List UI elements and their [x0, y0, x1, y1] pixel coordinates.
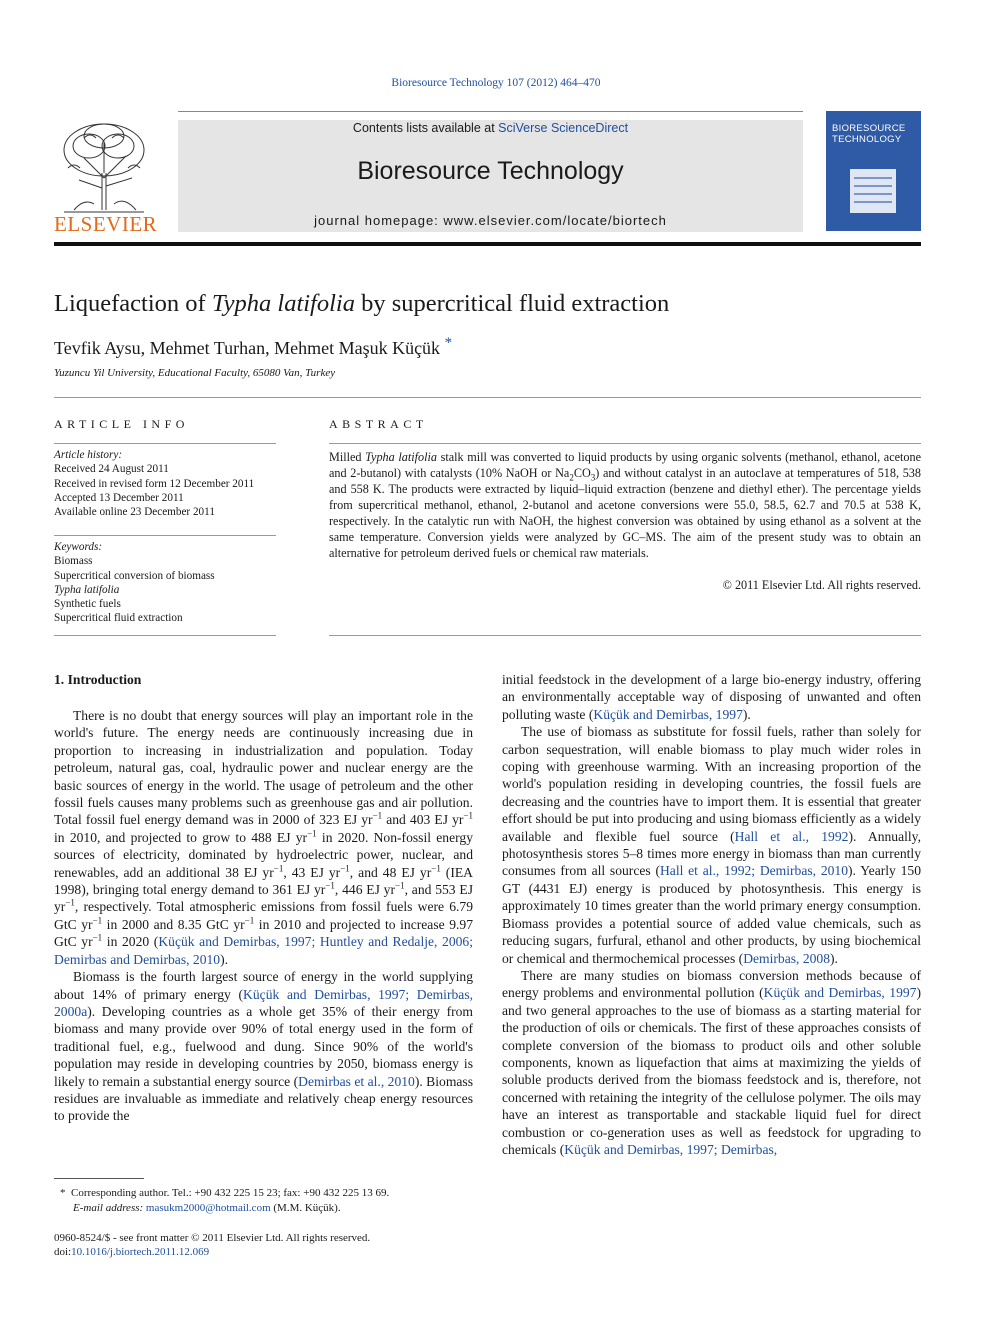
header-rule — [178, 111, 803, 112]
cover-title: BIORESOURCE TECHNOLOGY — [832, 123, 906, 145]
citation-link[interactable]: Küçük and Demirbas, 1997; Huntley and Redalje, 2006; Demirbas and Demirbas, 2010 — [54, 934, 474, 967]
article-info-bottom-rule — [54, 635, 276, 636]
body-column-left — [54, 707, 473, 1125]
citation-link[interactable]: Küçük and Demirbas, 1997; Demirbas, — [564, 1141, 778, 1157]
section-heading-introduction: 1. Introduction — [54, 672, 142, 687]
citation-link[interactable]: Küçük and Demirbas, 1997 — [593, 706, 743, 722]
article-history: Article history: Received 24 August 2011 Received in revised form 12 December 2011 Accepted 13 December 2011 Available online 23 December 2011 — [54, 448, 284, 519]
journal-homepage[interactable]: journal homepage: www.elsevier.com/locate/biortech — [314, 213, 667, 228]
keyword: Typha latifolia — [54, 583, 120, 596]
footnote-rule — [54, 1178, 144, 1179]
journal-title: Bioresource Technology — [357, 157, 624, 185]
article-info-rule — [54, 443, 276, 444]
title-species: Typha latifolia — [211, 290, 355, 317]
history-received: Received 24 August 2011 — [54, 463, 169, 476]
citation-link[interactable]: Demirbas et al., 2010 — [298, 1073, 415, 1089]
author-list: Tevfik Aysu, Mehmet Turhan, Mehmet Maşuk Küçük * — [54, 335, 453, 358]
citation-link[interactable]: Hall et al., 1992; Demirbas, 2010 — [659, 863, 849, 879]
article-title: Liquefaction of Typha latifolia by supercritical fluid extraction — [54, 290, 670, 317]
abstract-rule — [329, 443, 921, 444]
issn-line: 0960-8524/$ - see front matter © 2011 Elsevier Ltd. All rights reserved. — [54, 1232, 371, 1244]
paragraph: There is no doubt that energy sources will play an important role in the world's future. The energy needs are continuously increasing due in proportion to increasing in industrialization and population. Today petroleum, natural gas, coal, hydraulic power and nuclear energy are the basic sources of energy in the world. The usage of petroleum and the other fossil fuels causes many problems such as greenhouse gas and air pollution. Total fossil fuel energy demand was in 2000 of 323 EJ $yr^{-1}$ and 403 EJ $yr^{-1}$ in 2010, and projected to grow to 488 EJ $yr^{-1}$ in 2020. Non-fossil energy sources of electricity, dominated by hydroelectric power, nuclear, and renewables, add an additional 38 EJ $yr^{-1}$, 43 EJ $yr^{-1}$, and 48 EJ $yr^{-1}$ (IEA 1998), bringing total energy demand to 361 EJ $yr^{-1}$, 446 EJ $yr^{-1}$, and 553 EJ $yr^{-1}$, respectively. Total atmospheric emissions from fossil fuels were 6.79 GtC $yr^{-1}$ in 2000 and 8.35 GtC $yr^{-1}$ in 2010 and projected to increase 9.97 GtC $yr^{-1}$ in 2020 (Küçük and Demirbas, 1997; Huntley and Redalje, 2006; Demirbas and Demirbas, 2010). — [54, 708, 474, 967]
keywords: Keywords: Biomass Supercritical conversion of biomass Typha latifolia Synthetic fuels Supercritical fluid extraction — [54, 540, 284, 626]
history-online: Available online 23 December 2011 — [54, 506, 215, 519]
contents-line — [178, 121, 803, 135]
corresponding-author-mark[interactable]: * — [444, 335, 453, 351]
citation-link[interactable]: Hall et al., 1992 — [734, 828, 849, 844]
header-thick-rule — [54, 242, 921, 246]
keyword: Supercritical conversion of biomass — [54, 569, 215, 582]
article-info-heading: ARTICLE INFO — [54, 417, 189, 431]
citation-link[interactable]: Küçük and Demirbas, 1997; Demirbas, 2000a — [54, 986, 474, 1019]
paragraph: The use of biomass as substitute for fossil fuels, rather than solely for carbon sequestration, will enable biomass to play much wider roles in coping with greenhouse warming. With an increasing proportion of the world's population residing in developing countries, the fossil fuels are decreasing and the countries have to import them. It is essential that greater effort should be put into producing and using biomass efficiently as a widely available and flexible fuel source (Hall et al., 1992). Annually, photosynthesis stores 5–8 times more energy in biomass than man currently consumes from all sources (Hall et al., 1992; Demirbas, 2010). Yearly 150 GT (4431 EJ) energy is produced by photosynthesis. This energy is approximately 10 times greater than the world primary energy consumption. Biomass provides a potential source of added value chemicals, such as reducing sugars, furfural, ethanol and other products, by using biochemical or chemical and thermochemical processes (Demirbas, 2008). — [502, 724, 921, 966]
elsevier-wordmark: ELSEVIER — [54, 212, 158, 236]
paragraph: Biomass is the fourth largest source of energy in the world supplying about 14% of primary energy (Küçük and Demirbas, 1997; Demirbas, 2000a). Developing countries as a whole get 35% of their energy from biomass and many provide over 90% of total energy used in the form of traditional fuel, e.g., fuelwood and dung. Since 90% of the world's population may reside in developing countries by 2050, biomass energy is likely to remain a substantial energy source (Demirbas et al., 2010). Biomass residues are invaluable as immediate and relatively cheap energy resources to provide the — [54, 969, 474, 1124]
sciencedirect-link[interactable]: SciVerse ScienceDirect — [498, 121, 629, 135]
contents-prefix: Contents lists available at — [352, 121, 499, 135]
email-link[interactable]: masukm2000@hotmail.com — [145, 1202, 271, 1214]
paragraph: There are many studies on biomass conversion methods because of energy problems and environmental pollution (Küçük and Demirbas, 1997) and two general approaches to the use of biomass as a starting material for the production of oils or chemicals. The first of these approaches consists of complete conversion of the biomass to product oils and other soluble components, known as liquefaction that aims at maximizing the yields of soluble products derived from the biomass feedstock and is, therefore, not concerned with retaining the integrity of the cellulose polymer. The oils may have an interest as transportable and stackable liquid fuel for direct combustion or co-generation uses as well as feedstock for upgrading to chemicals (Küçük and Demirbas, 1997; Demirbas, — [502, 967, 921, 1157]
cover-figure — [850, 169, 896, 213]
citation-link[interactable]: Küçük and Demirbas, 1997 — [763, 985, 917, 1001]
abstract-copyright: © 2011 Elsevier Ltd. All rights reserved. — [722, 578, 921, 592]
doi-link[interactable]: 10.1016/j.biortech.2011.12.069 — [71, 1246, 210, 1258]
abstract-heading: ABSTRACT — [329, 417, 428, 431]
doi-line: doi:10.1016/j.biortech.2011.12.069 — [54, 1246, 210, 1258]
keywords-rule — [54, 535, 276, 536]
affiliation: Yuzuncu Yil University, Educational Faculty, 65080 Van, Turkey — [54, 367, 336, 379]
footnote-email: E-mail address: masukm2000@hotmail.com (M.M. Küçük). — [73, 1202, 341, 1214]
journal-citation[interactable]: Bioresource Technology 107 (2012) 464–470 — [391, 77, 601, 89]
journal-cover-image — [826, 111, 921, 231]
keyword: Biomass — [54, 555, 93, 568]
body-column-right — [502, 671, 921, 1158]
citation-link[interactable]: Demirbas, 2008 — [743, 950, 831, 966]
paragraph: initial feedstock in the development of a large bio-energy industry, offering an environmentally acceptable way of disposing of unwanted and often polluting waste (Küçük and Demirbas, 1997). — [502, 672, 921, 722]
history-revised: Received in revised form 12 December 2011 — [54, 477, 255, 490]
abstract-text: Milled Typha latifolia stalk mill was converted to liquid products by using organic solvents (methanol, ethanol, acetone and 2-butanol) with catalysts (10% NaOH or $Na_2CO_3$) and without catalyst in an autoclave at temperatures of 518, 538 and 558 K. The products were extracted by liquid–liquid extraction (benzene and diethyl ether). The percentage yields from supercritical methanol, ethanol, 2-butanol and acetone conversions were 55.0, 58.5, 62.7 and 70.5 at 538 K, respectively. In the catalytic run with NaOH, the highest conversion was obtained by using ethanol as a solvent at the same temperature. Conversion yields were analyzed by GC–MS. The aim of the present study was to obtain an alternative for petroleum derived fuels or chemical raw materials. — [329, 450, 921, 560]
history-accepted: Accepted 13 December 2011 — [54, 491, 184, 504]
keyword: Supercritical fluid extraction — [54, 612, 183, 625]
section-rule — [54, 397, 921, 398]
footnote-corresponding: * Corresponding author. Tel.: +90 432 225 15 23; fax: +90 432 225 13 69. — [60, 1187, 390, 1199]
abstract-bottom-rule — [329, 635, 921, 636]
keyword: Synthetic fuels — [54, 598, 121, 611]
